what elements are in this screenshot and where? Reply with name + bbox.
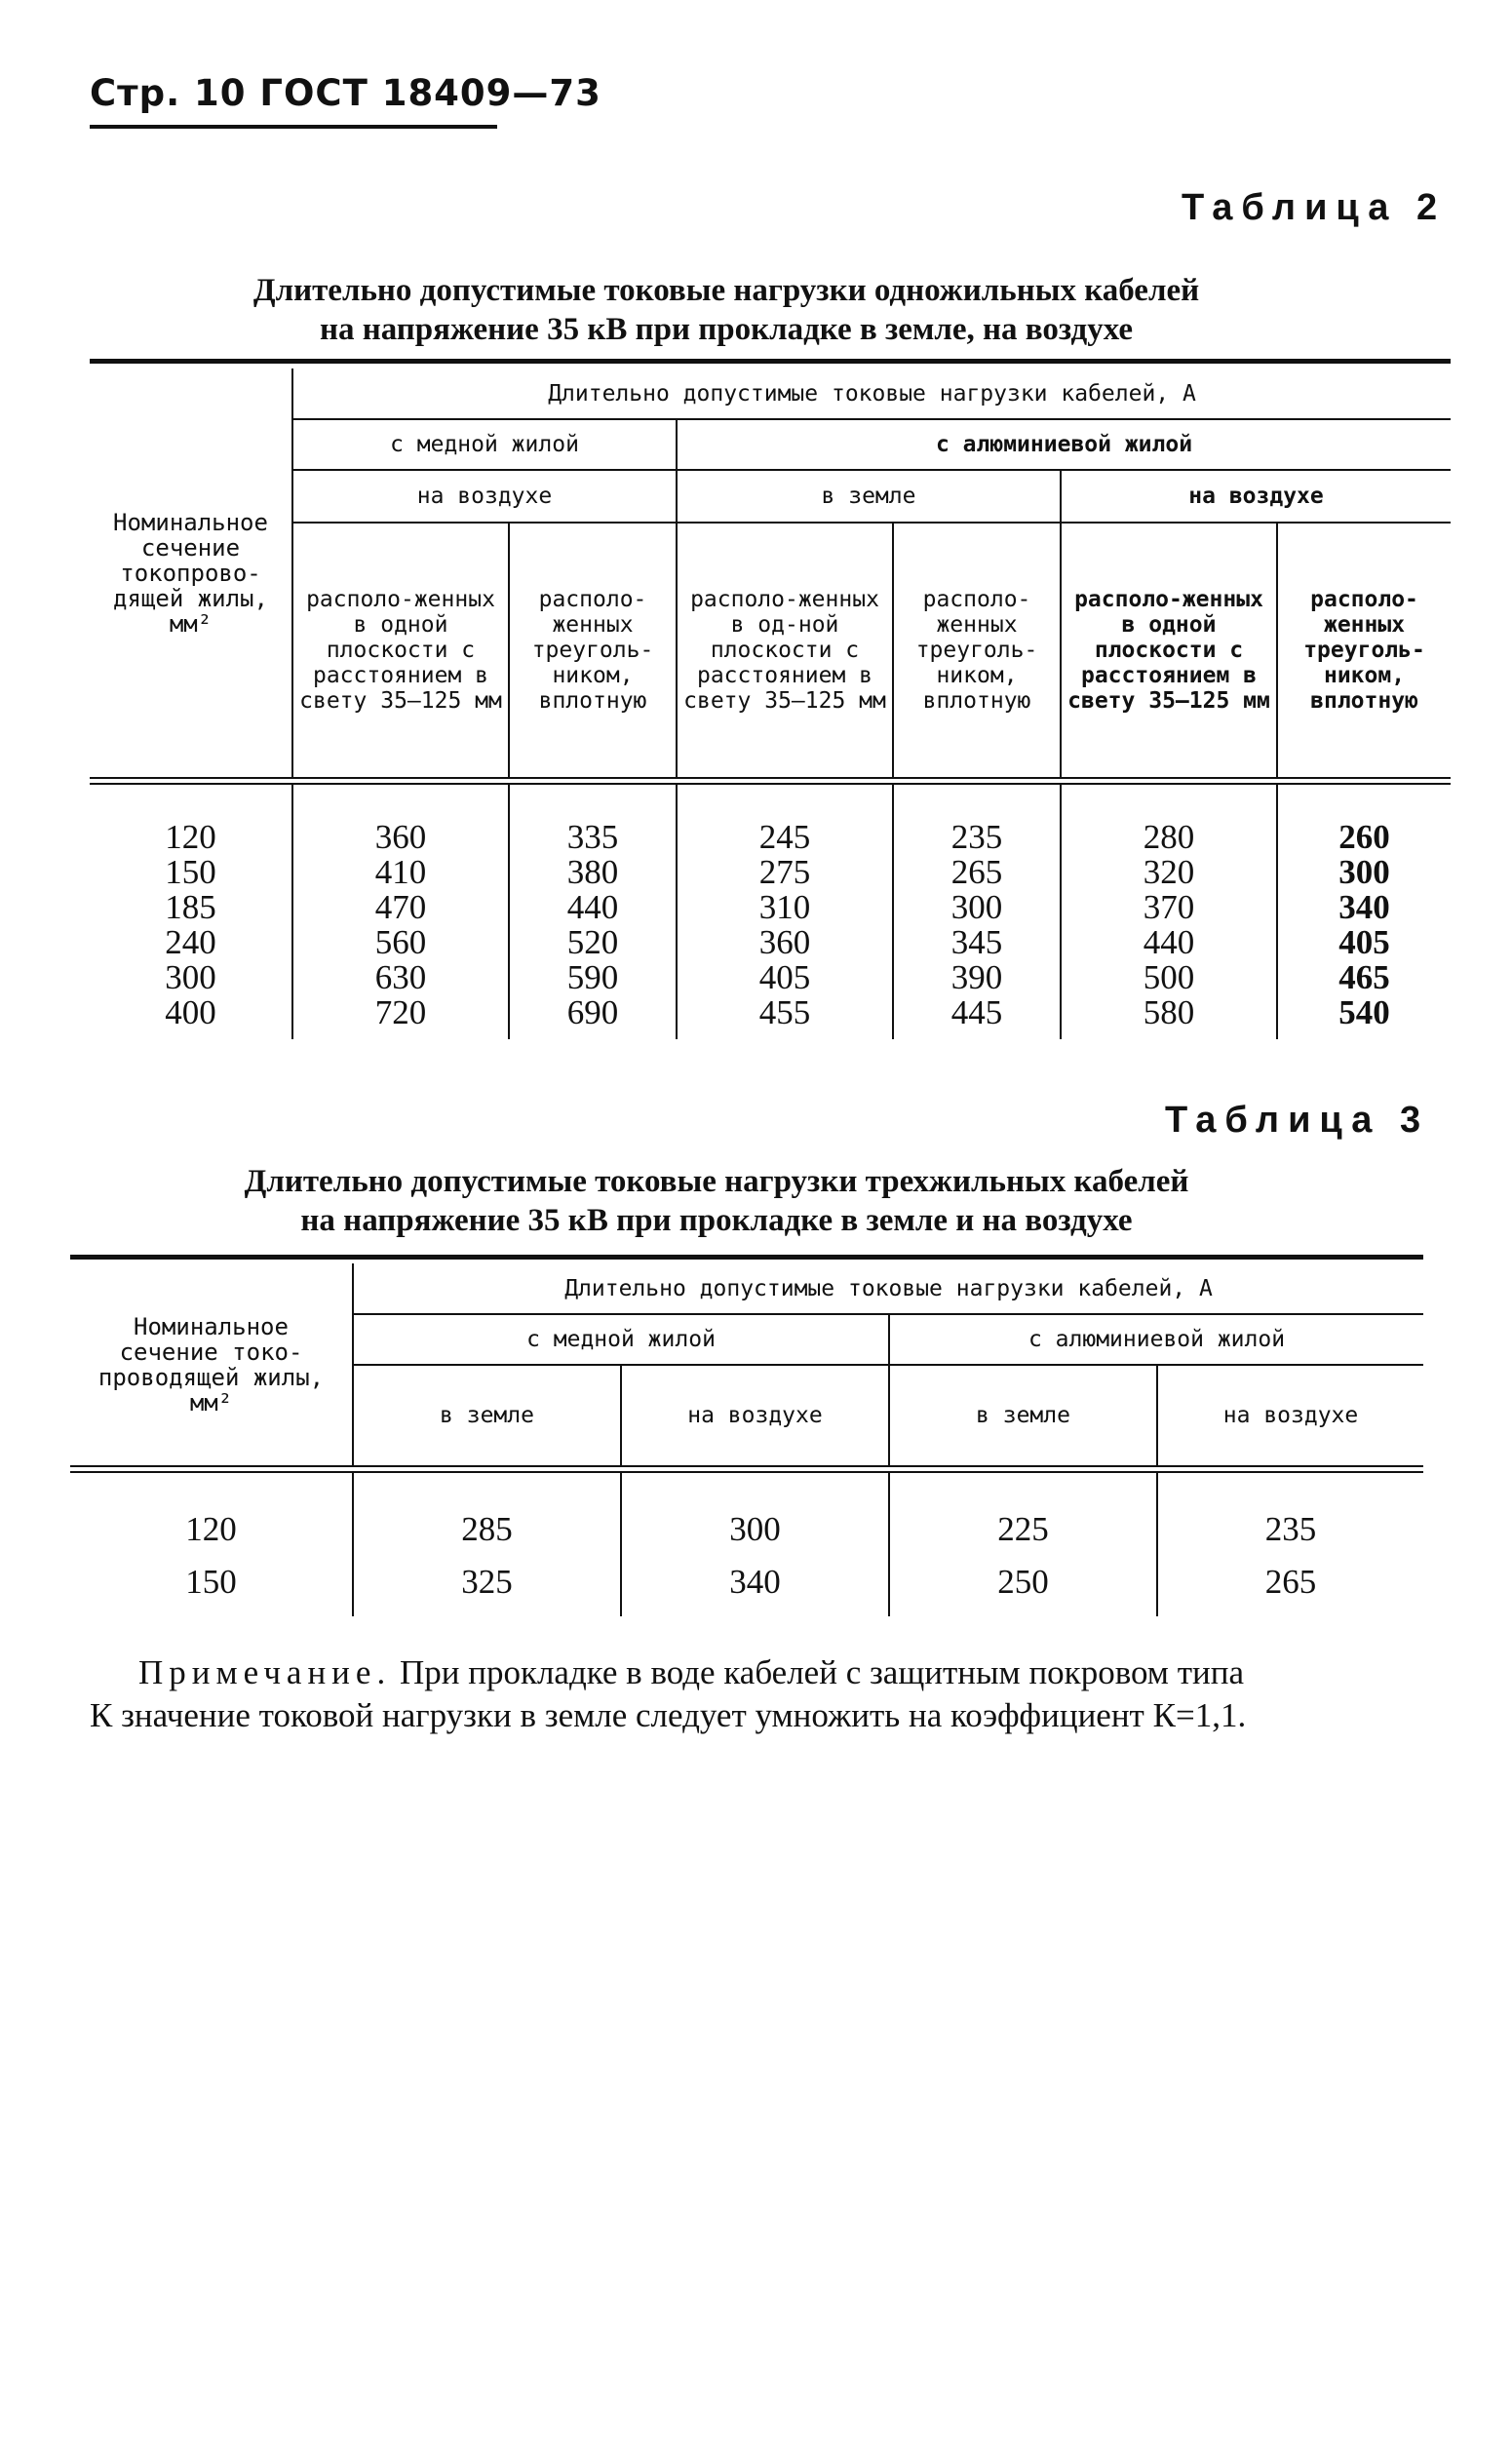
table3-col-al-air: на воздухе — [1222, 1403, 1359, 1428]
table-cell: 185 — [165, 887, 216, 926]
table-cell: 405 — [1338, 922, 1390, 961]
table2-col-al-ground-plane-values — [677, 784, 893, 1039]
table-cell: 465 — [1338, 957, 1390, 996]
table-cell: 440 — [1143, 922, 1195, 961]
table-cell: 540 — [1338, 992, 1390, 1031]
table-cell: 235 — [1264, 1509, 1317, 1548]
table-cell: 340 — [1338, 887, 1390, 926]
table2-col-cu-triangle-values — [509, 784, 677, 1039]
table-cell: 235 — [950, 817, 1003, 856]
table-cell: 340 — [729, 1562, 781, 1601]
table-cell: 470 — [374, 887, 427, 926]
table-cell: 250 — [997, 1562, 1049, 1601]
table-cell: 500 — [1143, 957, 1195, 996]
table2-copper-header: с медной жилой — [292, 419, 677, 470]
table-cell: 150 — [165, 852, 216, 891]
table2-top-rule — [90, 359, 1451, 364]
table3-col-sections — [70, 1472, 353, 1616]
table-cell: 320 — [1143, 852, 1195, 891]
table2-col-al-ground-triangle-values — [893, 784, 1061, 1039]
table-cell: 720 — [374, 992, 427, 1031]
table3-col-al-ground: в земле — [889, 1365, 1157, 1466]
table-cell: 390 — [950, 957, 1003, 996]
table-cell: 520 — [566, 922, 619, 961]
table2-col-al-air-plane-values — [1061, 784, 1277, 1039]
table2-label: Таблица 2 — [1182, 187, 1447, 228]
table-cell: 410 — [374, 852, 427, 891]
table2 — [90, 369, 1451, 1039]
table-cell: 400 — [165, 992, 216, 1031]
table-cell: 310 — [758, 887, 811, 926]
table2-col-sections — [90, 784, 292, 1039]
header-rule — [90, 125, 497, 129]
table-cell: 445 — [950, 992, 1003, 1031]
table-cell: 300 — [1338, 852, 1390, 891]
table2-title — [146, 271, 1306, 349]
table-cell: 405 — [758, 957, 811, 996]
table2-row-header: Номинальное сечение токопрово-дящей жилы, мм² — [90, 369, 292, 778]
table3-row-header: Номинальное сечение токо-проводящей жилы, мм² — [70, 1263, 353, 1466]
table-cell: 240 — [165, 922, 216, 961]
note — [90, 1651, 1425, 1737]
table2-al-air-header: на воздухе — [1061, 470, 1451, 523]
note-label: Примечание. — [138, 1653, 392, 1691]
table-cell: 335 — [566, 817, 619, 856]
table-cell: 560 — [374, 922, 427, 961]
table2-col-al-air-triangle: располо-женных треуголь-ником, вплотную — [1303, 587, 1425, 714]
table-cell: 360 — [758, 922, 811, 961]
table-cell: 300 — [950, 887, 1003, 926]
table3-col-cu-ground-values — [353, 1472, 621, 1616]
table2-col-al-air-plane: располо-женных в одной плоскости с расстоянием в свету 35—125 мм — [1061, 523, 1277, 778]
table2-group-header: Длительно допустимые токовые нагрузки кабелей, А — [292, 369, 1451, 419]
table-cell: 590 — [566, 957, 619, 996]
table3-label: Таблица 3 — [1165, 1100, 1430, 1141]
table3-aluminum-header: с алюминиевой жилой — [889, 1314, 1423, 1365]
table2-col-cu-plane-values — [292, 784, 509, 1039]
table2-aluminum-header: с алюминиевой жилой — [677, 419, 1451, 470]
table-cell: 360 — [374, 817, 427, 856]
table2-al-ground-header: в земле — [677, 470, 1061, 523]
note-text-line1: При прокладке в воде кабелей с защитным покровом типа — [399, 1653, 1244, 1691]
table3-col-cu-air: на воздухе — [621, 1365, 889, 1466]
table-cell: 455 — [758, 992, 811, 1031]
table3-group-header: Длительно допустимые токовые нагрузки кабелей, А — [353, 1263, 1423, 1314]
table3-col-al-air-values — [1157, 1472, 1423, 1616]
table-cell: 380 — [566, 852, 619, 891]
table3 — [70, 1263, 1423, 1616]
table2-title-line2: на напряжение 35 кВ при прокладке в земле, на воздухе — [319, 312, 1134, 347]
table3-copper-header: с медной жилой — [353, 1314, 889, 1365]
table-cell: 275 — [758, 852, 811, 891]
table3-top-rule — [70, 1255, 1423, 1260]
table3-title — [136, 1162, 1297, 1240]
table3-col-cu-air-values — [621, 1472, 889, 1616]
table-cell: 440 — [566, 887, 619, 926]
table-cell: 300 — [165, 957, 216, 996]
table2-col-cu-triangle: располо-женных треуголь-ником, вплотную — [509, 523, 677, 778]
table-cell: 265 — [950, 852, 1003, 891]
table-cell: 120 — [185, 1509, 237, 1548]
table-cell: 150 — [185, 1562, 237, 1601]
table3-col-cu-ground: в земле — [353, 1365, 621, 1466]
table2-col-al-ground-plane: располо-женных в од-ной плоскости с расстоянием в свету 35—125 мм — [677, 523, 893, 778]
table3-title-line2: на напряжение 35 кВ при прокладке в земле и на воздухе — [300, 1203, 1133, 1238]
table-cell: 260 — [1338, 817, 1390, 856]
table-cell: 630 — [374, 957, 427, 996]
table-cell: 285 — [461, 1509, 513, 1548]
table-cell: 225 — [997, 1509, 1049, 1548]
table2-title-line1: Длительно допустимые токовые нагрузки одножильных кабелей — [252, 273, 1200, 308]
table-cell: 325 — [461, 1562, 513, 1601]
table2-col-al-air-triangle-values — [1277, 784, 1451, 1039]
table3-col-al-ground-values — [889, 1472, 1157, 1616]
table-cell: 280 — [1143, 817, 1195, 856]
table-cell: 345 — [950, 922, 1003, 961]
note-line1 — [138, 1651, 1425, 1694]
table-cell: 580 — [1143, 992, 1195, 1031]
table-cell: 370 — [1143, 887, 1195, 926]
table-cell: 265 — [1264, 1562, 1317, 1601]
table-cell: 120 — [165, 817, 216, 856]
table2-col-cu-plane: располо-женных в одной плоскости с расстоянием в свету 35—125 мм — [292, 523, 509, 778]
table2-col-al-ground-triangle: располо-женных треуголь-ником, вплотную — [893, 523, 1061, 778]
table3-title-line1: Длительно допустимые токовые нагрузки трехжильных кабелей — [244, 1164, 1189, 1199]
note-text-line2: К значение токовой нагрузки в земле следует умножить на коэффициент К=1,1. — [90, 1696, 1247, 1734]
table-cell: 300 — [729, 1509, 781, 1548]
table-cell: 245 — [758, 817, 811, 856]
table2-cu-air-header: на воздухе — [292, 470, 677, 523]
page-header: Стр. 10 ГОСТ 18409—73 — [90, 72, 601, 114]
table-cell: 690 — [566, 992, 619, 1031]
